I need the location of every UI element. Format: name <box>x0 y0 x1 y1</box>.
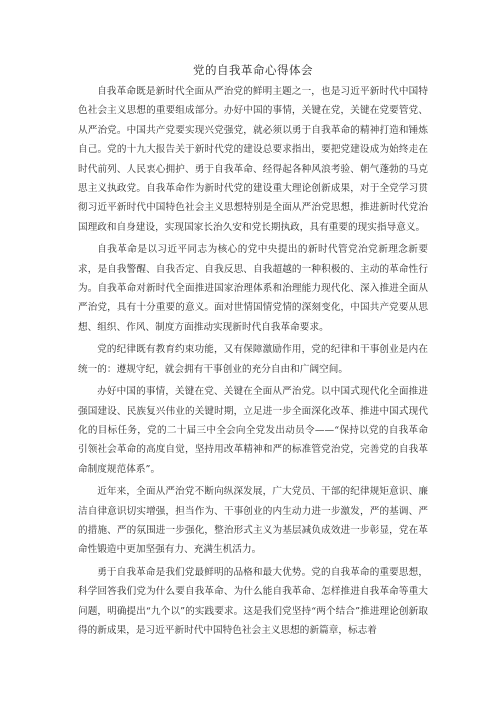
paragraph-3: 党的纪律既有教育约束功能，又有保障激励作用，党的纪律和干事创业是内在统一的：遵规守纪，就会拥有干事创业的充分自由和广阔空间。 <box>78 344 428 375</box>
paragraph-5: 近年来，全面从严治党不断向纵深发展，广大党员、干部的纪律规矩意识、廉洁自律意识切实增强，担当作为、干事创业的内生动力进一步激发，严的基调、严的措施、严的氛围进一步强化，整治形式主义为基层减负成效进一步彰显，党在革命性锻造中更加坚强有力、充满生机活力。 <box>78 486 428 556</box>
paragraph-2: 自我革命是以习近平同志为核心的党中央提出的新时代管党治党新理念新要求，是自我警醒、自我否定、自我反思、自我超越的一种积极的、主动的革命性行为。自我革命对新时代全面推进国家治理体系和治理能力现代化、深入推进全面从严治党，具有十分重要的意义。面对世情国情党情的深刻变化，中国共产党要从思想、组织、作风、制度方面推动实现新时代自我革命要求。 <box>78 244 428 333</box>
paragraph-1: 自我革命既是新时代全面从严治党的鲜明主题之一，也是习近平新时代中国特色社会主义思想的重要组成部分。办好中国的事情，关键在党，关键在党要管党、从严治党。中国共产党要实现兴党强党，就必须以勇于自我革命的精神打造和锤炼自己。党的十九大报告关于新时代党的建设总要求指出，要把党建设成为始终走在时代前列、人民衷心拥护、勇于自我革命、经得起各种风浪考验、朝气蓬勃的马克思主义执政党。自我革命作为新时代党的建设重大理论创新成果，对于全党学习贯彻习近平新时代中国特色社会主义思想特别是全面从严治党思想，推进新时代党治国理政和自身建设，实现国家长治久安和党长期执政，具有重要的现实指导意义。 <box>78 86 428 233</box>
document-title: 党的自我革命心得体会 <box>193 63 313 77</box>
paragraph-4: 办好中国的事情，关键在党、关键在全面从严治党。以中国式现代化全面推进强国建设、民族复兴伟业的关键时期，立足进一步全面深化改革、推进中国式现代化的目标任务，党的二十届三中全会向全党发出动员令——“保持以党的自我革命引领社会革命的高度自觉，坚持用改革精神和严的标准管党治党，完善党的自我革命制度规范体系”。 <box>78 386 428 475</box>
paragraph-6: 勇于自我革命是我们党最鲜明的品格和最大优势。党的自我革命的重要思想，科学回答我们党为什么要自我革命、为什么能自我革命、怎样推进自我革命等重大问题，明确提出“九个以”的实践要求。这是我们党坚持“两个结合”推进理论创新取得的新成果，是习近平新时代中国特色社会主义思想的新篇章，标志着 <box>78 566 428 636</box>
